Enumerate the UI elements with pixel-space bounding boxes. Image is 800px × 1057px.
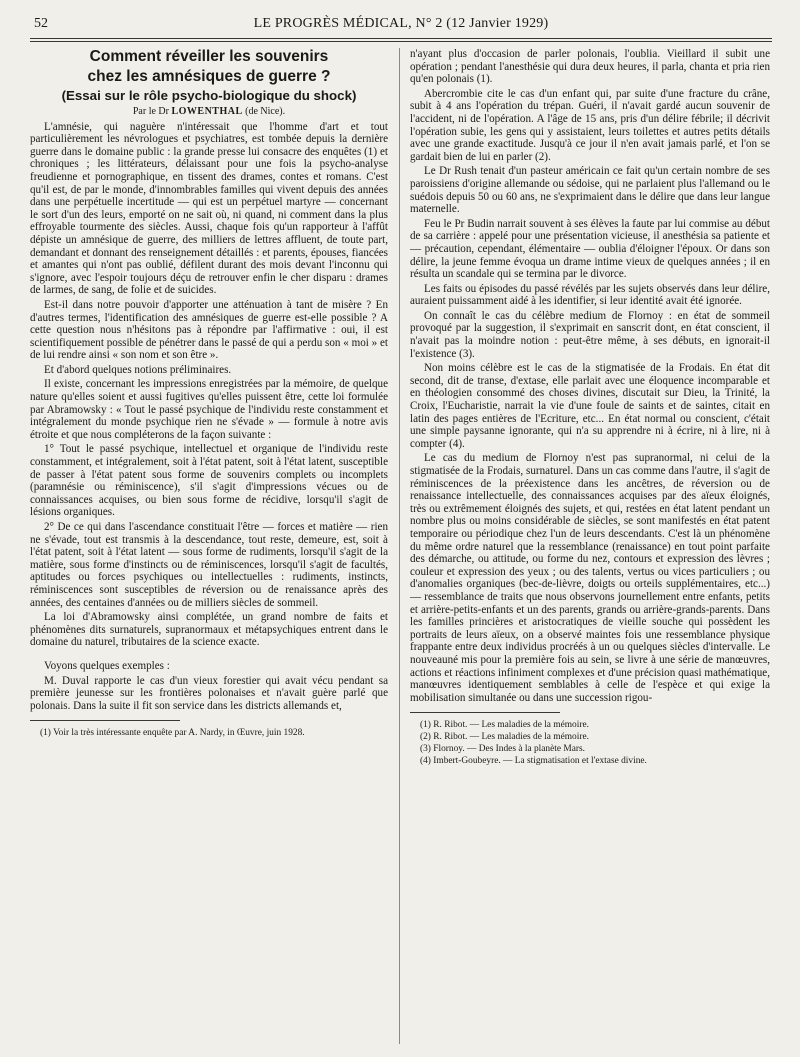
right-column — [410, 48, 770, 767]
article-subtitle: (Essai sur le rôle psycho-biologique du shock) — [61, 88, 357, 103]
byline-suffix: (de Nice). — [245, 106, 286, 117]
footnote-rule — [410, 712, 560, 713]
article-title-line2: chez les amnésiques de guerre ? — [87, 68, 331, 85]
page-number: 52 — [34, 16, 48, 31]
paragraph: Est-il dans notre pouvoir d'apporter une atténuation à tant de misère ? En d'autres termes, l'identification des amnésiques de guerre est-elle possible ? A cette question nous n'hésitons pas à répondre par l'affirmative : oui, il est scientifiquement possible de pénétrer dans le passé de qui a perdu son « moi » et de lui rendre ainsi « son nom et son être ». — [30, 298, 388, 362]
header-rule-double — [30, 41, 772, 42]
footnote: (1) Voir la très intéressante enquête par A. Nardy, in Œuvre, juin 1928. — [40, 728, 305, 739]
paragraph: M. Duval rapporte le cas d'un vieux forestier qui avait vécu pendant sa première jeunesse sur les frontières polonaises et n'avait guère parlé que polonais. Dans la suite il fit son service dans les districts allemands et, — [30, 674, 388, 712]
page-header — [30, 16, 772, 38]
footnote: (3) Flornoy. — Des Indes à la planète Mars. — [420, 744, 585, 755]
paragraph: Feu le Pr Budin narrait souvent à ses élèves la faute par lui commise au début de sa carrière : appelé pour une présentation vicieuse, il anesthésia sa patiente et — précaution, cependant, élémentaire — oublia d'éloigner l'époux. Or dans son délire, la jeune femme évoqua un drame intime vieux de quelques années ; il en résulta un scandale qui se termina par le divorce. — [410, 217, 770, 281]
column-divider — [399, 48, 400, 1044]
footnote: (2) R. Ribot. — Les maladies de la mémoire. — [420, 732, 589, 743]
paragraph: Il existe, concernant les impressions enregistrées par la mémoire, de quelque nature qu'elles soient et aussi fugitives qu'elles puissent être, cette loi formulée par Abramowsky : « Tout le passé psychique de l'individu reste constamment et intégralement du monde psychique rien ne s'évade » — formule à notre avis étroite et que nous compléterons de la façon suivante : — [30, 378, 388, 441]
footnote: (1) R. Ribot. — Les maladies de la mémoire. — [420, 720, 589, 731]
paragraph: Non moins célèbre est le cas de la stigmatisée de la Frodais. En état dit second, dit de transe, d'extase, elle parlait avec une éloquence incomparable et en théologien consommé des choses divines, discutait sur Dieu, la Trinité, la Croix, l'Eucharistie, narrait la vie d'une foule de saints et de saintes, citait en latin des pages entières de l'Ecriture, etc... En état normal ou conscient, c'était une simple paysanne ignorante, qui n'a su apprendre ni à écrire, ni à lire, ni à compter (4). — [410, 362, 770, 450]
paragraph: Les faits ou épisodes du passé révélés par les sujets observés dans leur délire, auraient puissamment aidé à les identifier, si leur identité avait été ignorée. — [410, 282, 770, 308]
paragraph: La loi d'Abramowsky ainsi complétée, un grand nombre de faits et phénomènes dits surnaturels, supranormaux et métapsychiques entrent dans le domaine du naturel, tributaires de la science exacte. — [30, 611, 388, 649]
left-column — [30, 48, 388, 739]
paragraph: n'ayant plus d'occasion de parler polonais, l'oublia. Vieillard il subit une opération ; pendant l'anesthésie qui dura deux heures, il parla, chanta et pria rien qu'en polonais (1). — [410, 48, 770, 86]
footnote-rule — [30, 720, 180, 721]
paragraph: On connaît le cas du célèbre medium de Flornoy : en état de sommeil provoqué par la suggestion, il s'exprimait en sanscrit dont, en état conscient, il n'avait pas la moindre notion : peut-être même, à ses débuts, en ignorait-il l'existence (3). — [410, 309, 770, 360]
paragraph: L'amnésie, qui naguère n'intéressait que l'homme d'art et tout particulièrement les névrologues et psychiatres, est tombée depuis la dernière guerre dans le domaine public : la grande presse lui consacre des enquêtes (1) et chroniques ; les littérateurs, délaissant pour une fois la psycho-analyse freudienne et pornographique, en tissent des drames, contes et romans. C'est qu'il est, de par le monde, d'innombrables familles qui vivent depuis des années dans une perpétuelle incertitude — qui est un perpétuel martyre — concernant le sort d'un des leurs, emporté on ne sait où, ni quand, ni comment dans la plus effroyable tourmente des siècles. Aussi, chaque fois qu'un rapporteur à l'affût dépiste un amnésique de guerre, des milliers de lettres affluent, de toute part, demandant et donnant des renseignement détaillés : et parents, épouses, fiancées et amantes qui n'ont pas oublié, défilent durant des mois devant l'inconnu qui s'ignore, avec l'espoir toujours déçu de retrouver enfin le cher disparu : drames de larmes, de sang, de folie et de suicides. — [30, 120, 388, 297]
paragraph: 2° De ce qui dans l'ascendance constituait l'être — forces et matière — rien ne s'évade, tout est transmis à la descendance, tout reste, demeure, est, soit à l'état patent, soit à l'état latent — sous forme de rudiments, lorsqu'il s'agit de la matière, sous forme d'instincts ou de réminiscences, lorsqu'il s'agit de facultés, aptitudes ou forces psychiques ou intellectuelles : rudiments, instincts, réminiscences sont susceptibles de réversion ou de renaissance après des années, des centaines d'années ou de milliers siècles de sommeil. — [30, 521, 388, 609]
paragraph: Le Dr Rush tenait d'un pasteur américain ce fait qu'un certain nombre de ses paroissiens d'origine allemande ou sédoise, qui ne parlaient plus l'allemand ou le suédois depuis 50 ou 60 ans, ne s'exprimaient dans le délire que dans leur langue maternelle. — [410, 165, 770, 216]
byline-prefix: Par le Dr — [132, 106, 169, 117]
byline-author: LOWENTHAL — [171, 106, 243, 117]
article-title-line1: Comment réveiller les souvenirs — [89, 48, 329, 65]
running-title: LE PROGRÈS MÉDICAL, N° 2 (12 Janvier 1929) — [253, 16, 549, 31]
paragraph: Et d'abord quelques notions préliminaires. — [44, 363, 232, 376]
paragraph: Voyons quelques exemples : — [44, 659, 170, 672]
byline — [30, 106, 388, 119]
footnote: (4) Imbert-Goubeyre. — La stigmatisation et l'extase divine. — [420, 756, 647, 767]
header-rule — [30, 38, 772, 39]
paragraph: 1° Tout le passé psychique, intellectuel et organique de l'individu reste constamment, et intégralement, soit à l'état patent, soit à l'état latent, susceptible de passer à l'état patent sous forme de souvenirs complets ou incomplets (paramnésie ou réminiscence), s'il s'agit d'impressions vécues ou de connaissances acquises, ou bien sous forme de récidive, lorsqu'il s'agit de lésions organiques. — [30, 443, 388, 519]
paragraph-gap — [30, 651, 388, 660]
paragraph: Le cas du medium de Flornoy n'est pas supranormal, ni celui de la stigmatisée de la Frodais, surnaturel. Dans un cas comme dans l'autre, il s'agit de réminiscences de la préexistence dans les ancêtres, de réversion ou de renaissance intellectuelle, des connaissances acquises par des aïeux éloignés, très ou extrêmement éloignés des sujets, et qui, restées en état latent pendant un nombre plus ou moins considérable de siècles, se sont manifestés en état patent temporaire ou périodique chez l'un de leurs descendants. C'est là un phénomène du même ordre naturel que la ressemblance (renaissance) en tout point parfaite des démarche, ou attitude, ou forme du nez, contours et expression des lèvres ; couleur et expression des yeux ; ou des talents, vertus ou vices particuliers ; ou d'anomalies organiques (bec-de-lièvre, doigts ou orteils supplémentaires, etc...) — ressemblance de traits que nous observons journellement entre enfants, petits et arrière-petits-enfants et un des parents, grands ou arrière-grands-parents. Dans les familles princières et aristocratiques de vieille souche qui possèdent les portraits de leurs aïeux, on a observé maintes fois une ressemblance physique frappante entre deux individus procréés à un ou quelques siècles d'intervalle. Le nouveauné mis pour la première fois au sein, se livre à une série de manœuvres, actions et réactions infiniment complexes et d'une précision quasi mathématique, manœuvres identiquement semblables à celle de l'espèce et qui exige la mobilisation simultanée ou dans une succession rigou- — [410, 452, 770, 704]
footnotes — [410, 719, 770, 767]
paragraph: Abercrombie cite le cas d'un enfant qui, par suite d'une fracture du crâne, subit à 4 ans l'opération du trépan. Guéri, il n'avait gardé aucun souvenir de l'accident, ni de l'opération. A l'âge de 15 ans, pris d'un délire fébrile; il décrivit l'opération subie, les gens qui y assistaient, leurs toilettes et autres petits détails avec une grande exactitude. Jusqu'à ce jour il n'en avait jamais parlé, et l'on se gardait bien de lui en parler (2). — [410, 87, 770, 163]
